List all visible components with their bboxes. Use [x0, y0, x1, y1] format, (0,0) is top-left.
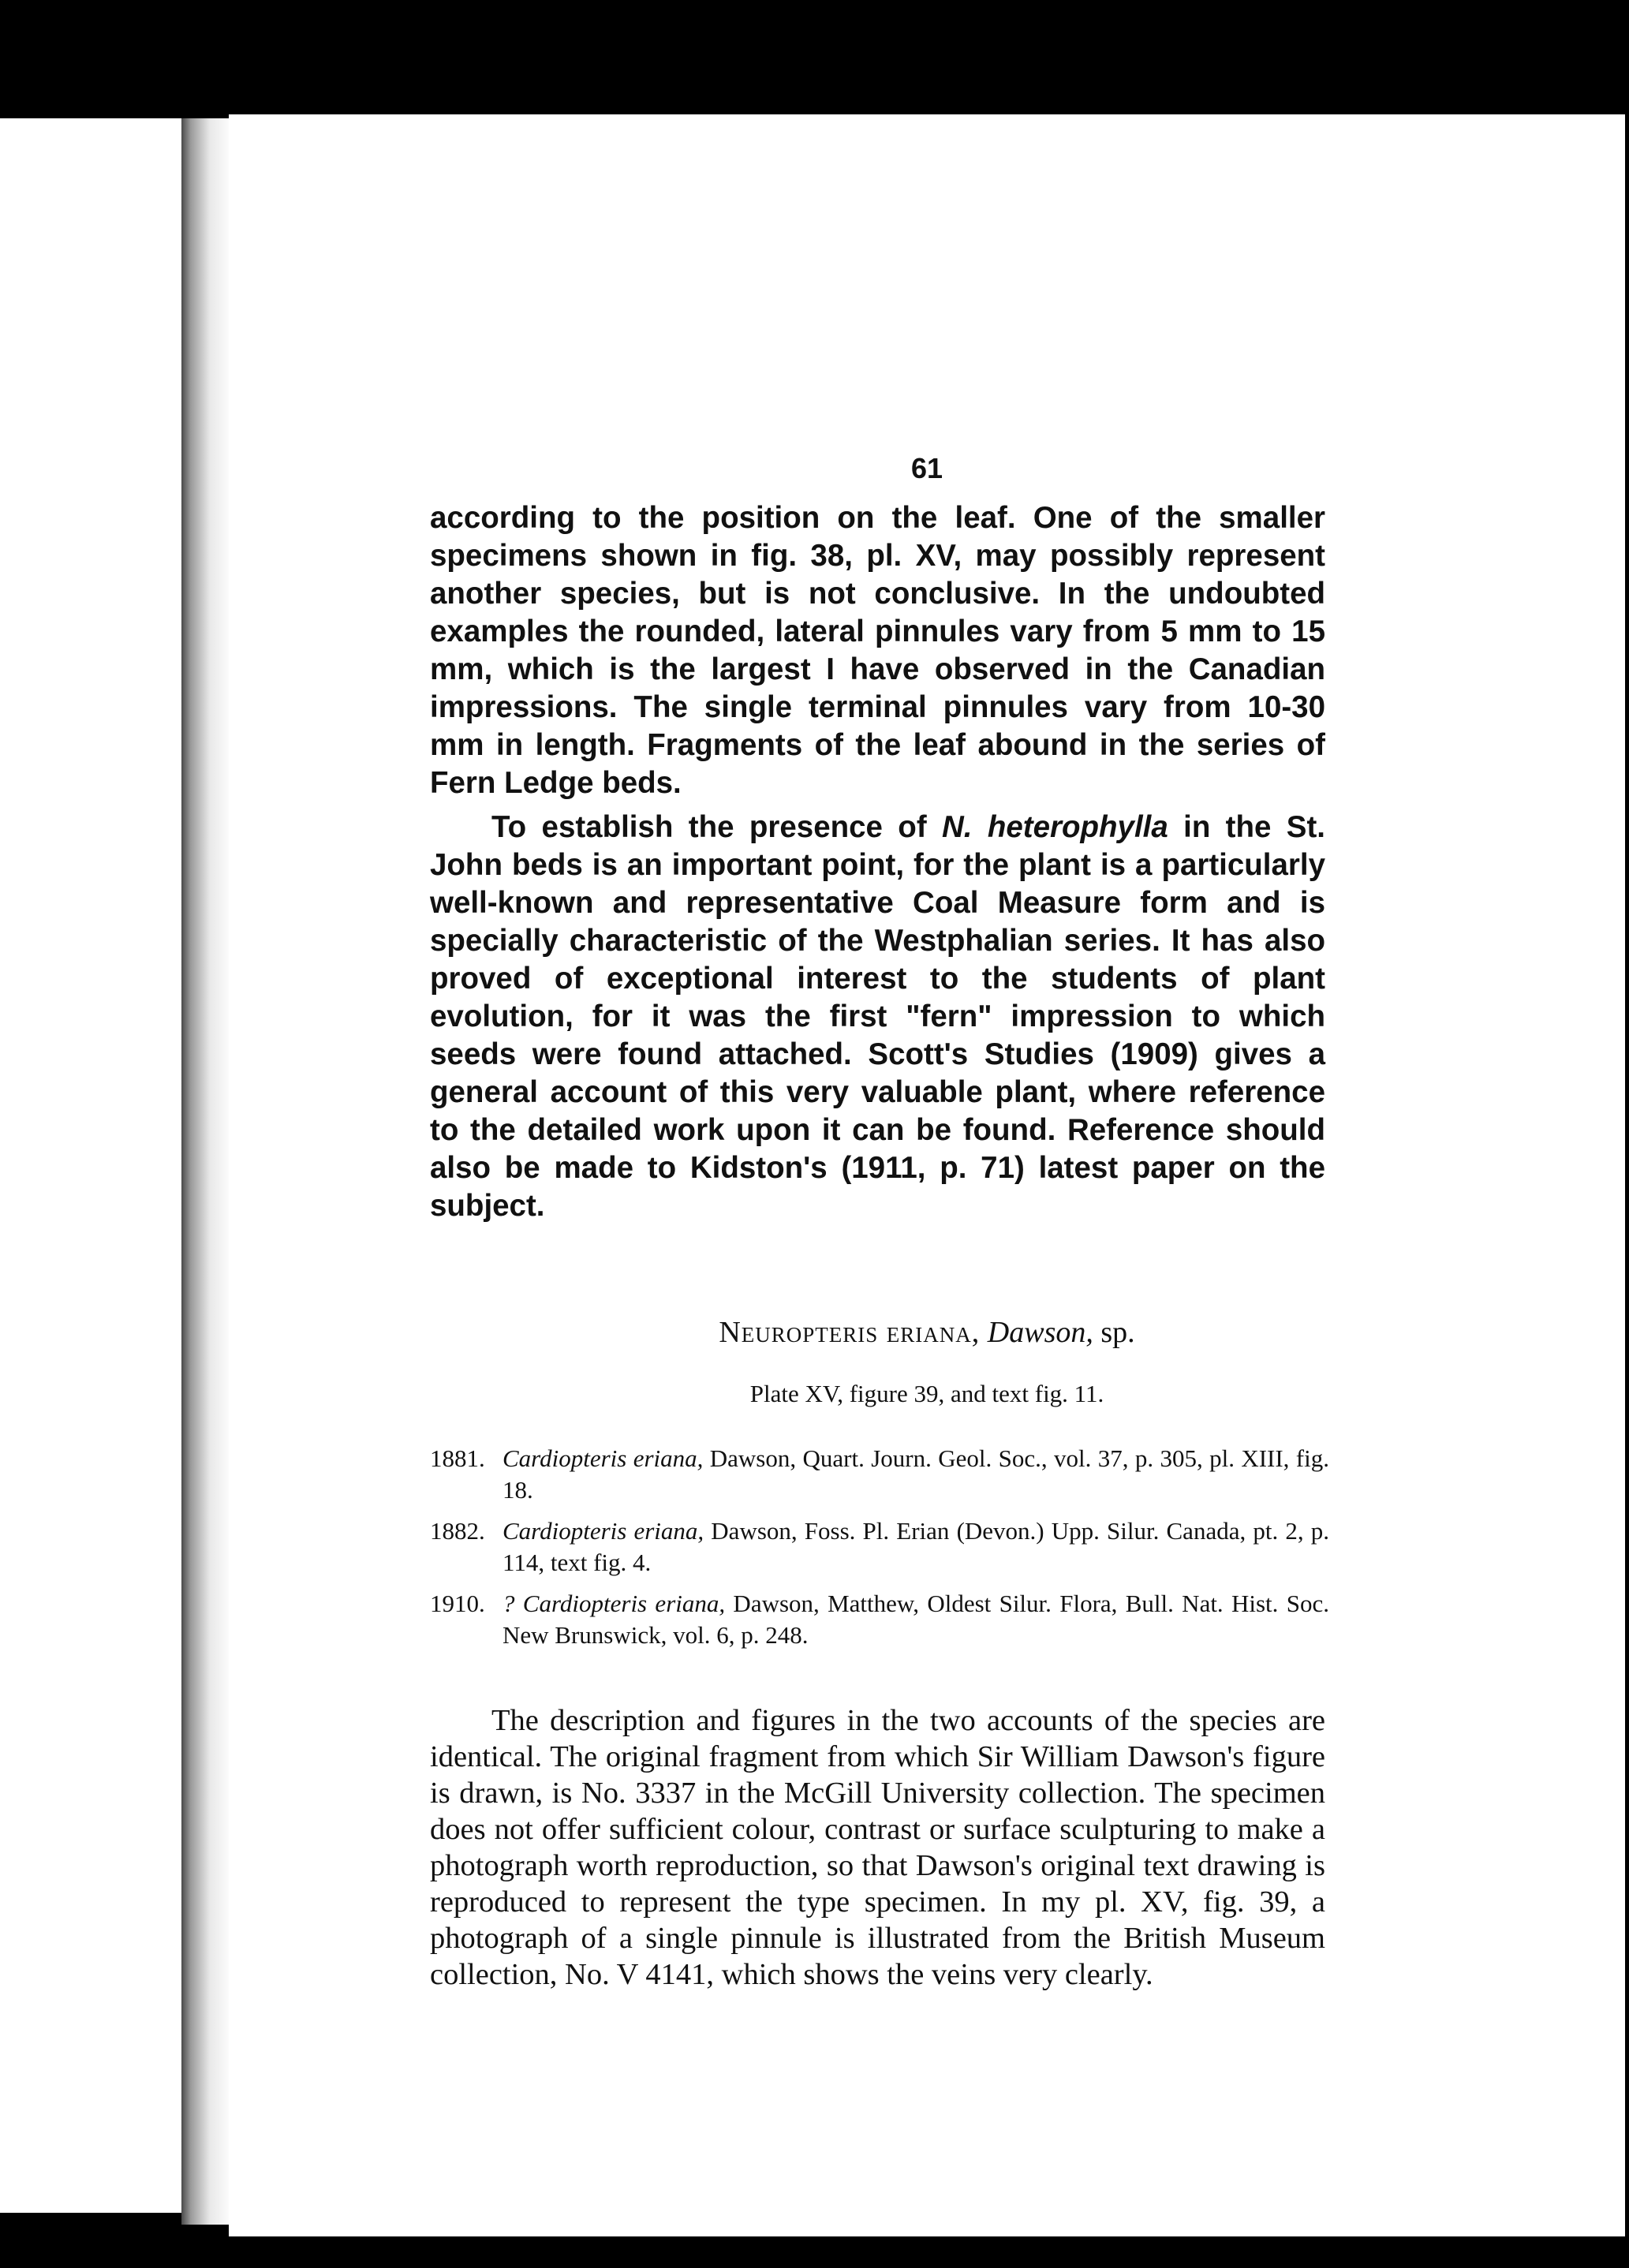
synonymy-entry — [430, 1588, 1329, 1651]
paragraph-heterophylla — [430, 809, 1325, 1225]
synonymy-taxon: ? Cardiopteris eriana, — [503, 1590, 726, 1617]
synonymy-year: 1881. — [430, 1444, 485, 1472]
taxon-name: N. heterophylla — [942, 810, 1168, 844]
synonymy-taxon: Cardiopteris eriana, — [503, 1444, 704, 1472]
book-gutter — [181, 118, 233, 2225]
plate-reference: Plate XV, figure 39, and text fig. 11. — [749, 1380, 1104, 1407]
synonymy-year: 1882. — [430, 1517, 485, 1545]
synonymy-taxon: Cardiopteris eriana, — [503, 1517, 704, 1545]
paragraph-species-description: The description and figures in the two accounts of the species are identical. The original fragment from which Sir William Dawson's figure is drawn, is No. 3337 in the McGill University collection. The specimen does not offer sufficient colour, contrast or surface sculpturing to make a photograph worth reproduction, so that Dawson's original text drawing is reproduced to represent the type specimen. In my pl. XV, fig. 39, a photograph of a single pinnule is illustrated from the British Museum collection, No. V 4141, which shows the veins very clearly. — [430, 1704, 1325, 1991]
synonymy-citation: Dawson, Matthew, Oldest Silur. Flora, Bull. Nat. Hist. Soc. New Brunswick, vol. 6, p. 248. — [503, 1590, 1329, 1649]
species-author: Dawson, — [987, 1316, 1093, 1349]
species-name: Neuropteris eriana, — [719, 1316, 981, 1349]
species-suffix: sp. — [1100, 1316, 1135, 1349]
page-number: 61 — [910, 452, 943, 484]
synonymy-entry — [430, 1515, 1329, 1579]
species-heading — [229, 1315, 1625, 1350]
synonymy-citation: Dawson, Quart. Journ. Geol. Soc., vol. 37, p. 305, pl. XIII, fig. 18. — [503, 1444, 1329, 1504]
synonymy-year: 1910. — [430, 1590, 485, 1617]
paragraph-leaf-description: according to the position on the leaf. One of the smaller specimens shown in fig. 38, pl. XV, may possibly represent another species, but is not conclusive. In the undoubted examples the rounded, lateral pinnules vary from 5 mm to 15 mm, which is the largest I have observed in the Canadian impressions. The single terminal pinnules vary from 10-30 mm in length. Fragments of the leaf abound in the series of Fern Ledge beds. — [430, 501, 1325, 800]
synonymy-citation: Dawson, Foss. Pl. Erian (Devon.) Upp. Silur. Canada, pt. 2, p. 114, text fig. 4. — [503, 1517, 1329, 1576]
paragraph-heterophylla-start: To establish the presence of — [491, 810, 942, 844]
synonymy-list — [430, 1443, 1329, 1661]
paragraph-heterophylla-rest: in the St. John beds is an important point, for the plant is a particularly well-known and representative Coal Measure form and is specially characteristic of the Westphalian series. It has also proved of exceptional interest to the students of plant evolution, for it was the first "fern" impression to which seeds were found attached. Scott's Studies (1909) gives a general account of this very valuable plant, where reference to the detailed work upon it can be found. Reference should also be made to Kidston's (1911, p. 71) latest paper on the subject. — [430, 810, 1325, 1223]
book-page — [229, 114, 1625, 2236]
synonymy-entry — [430, 1443, 1329, 1506]
left-page-edge — [0, 118, 181, 2213]
